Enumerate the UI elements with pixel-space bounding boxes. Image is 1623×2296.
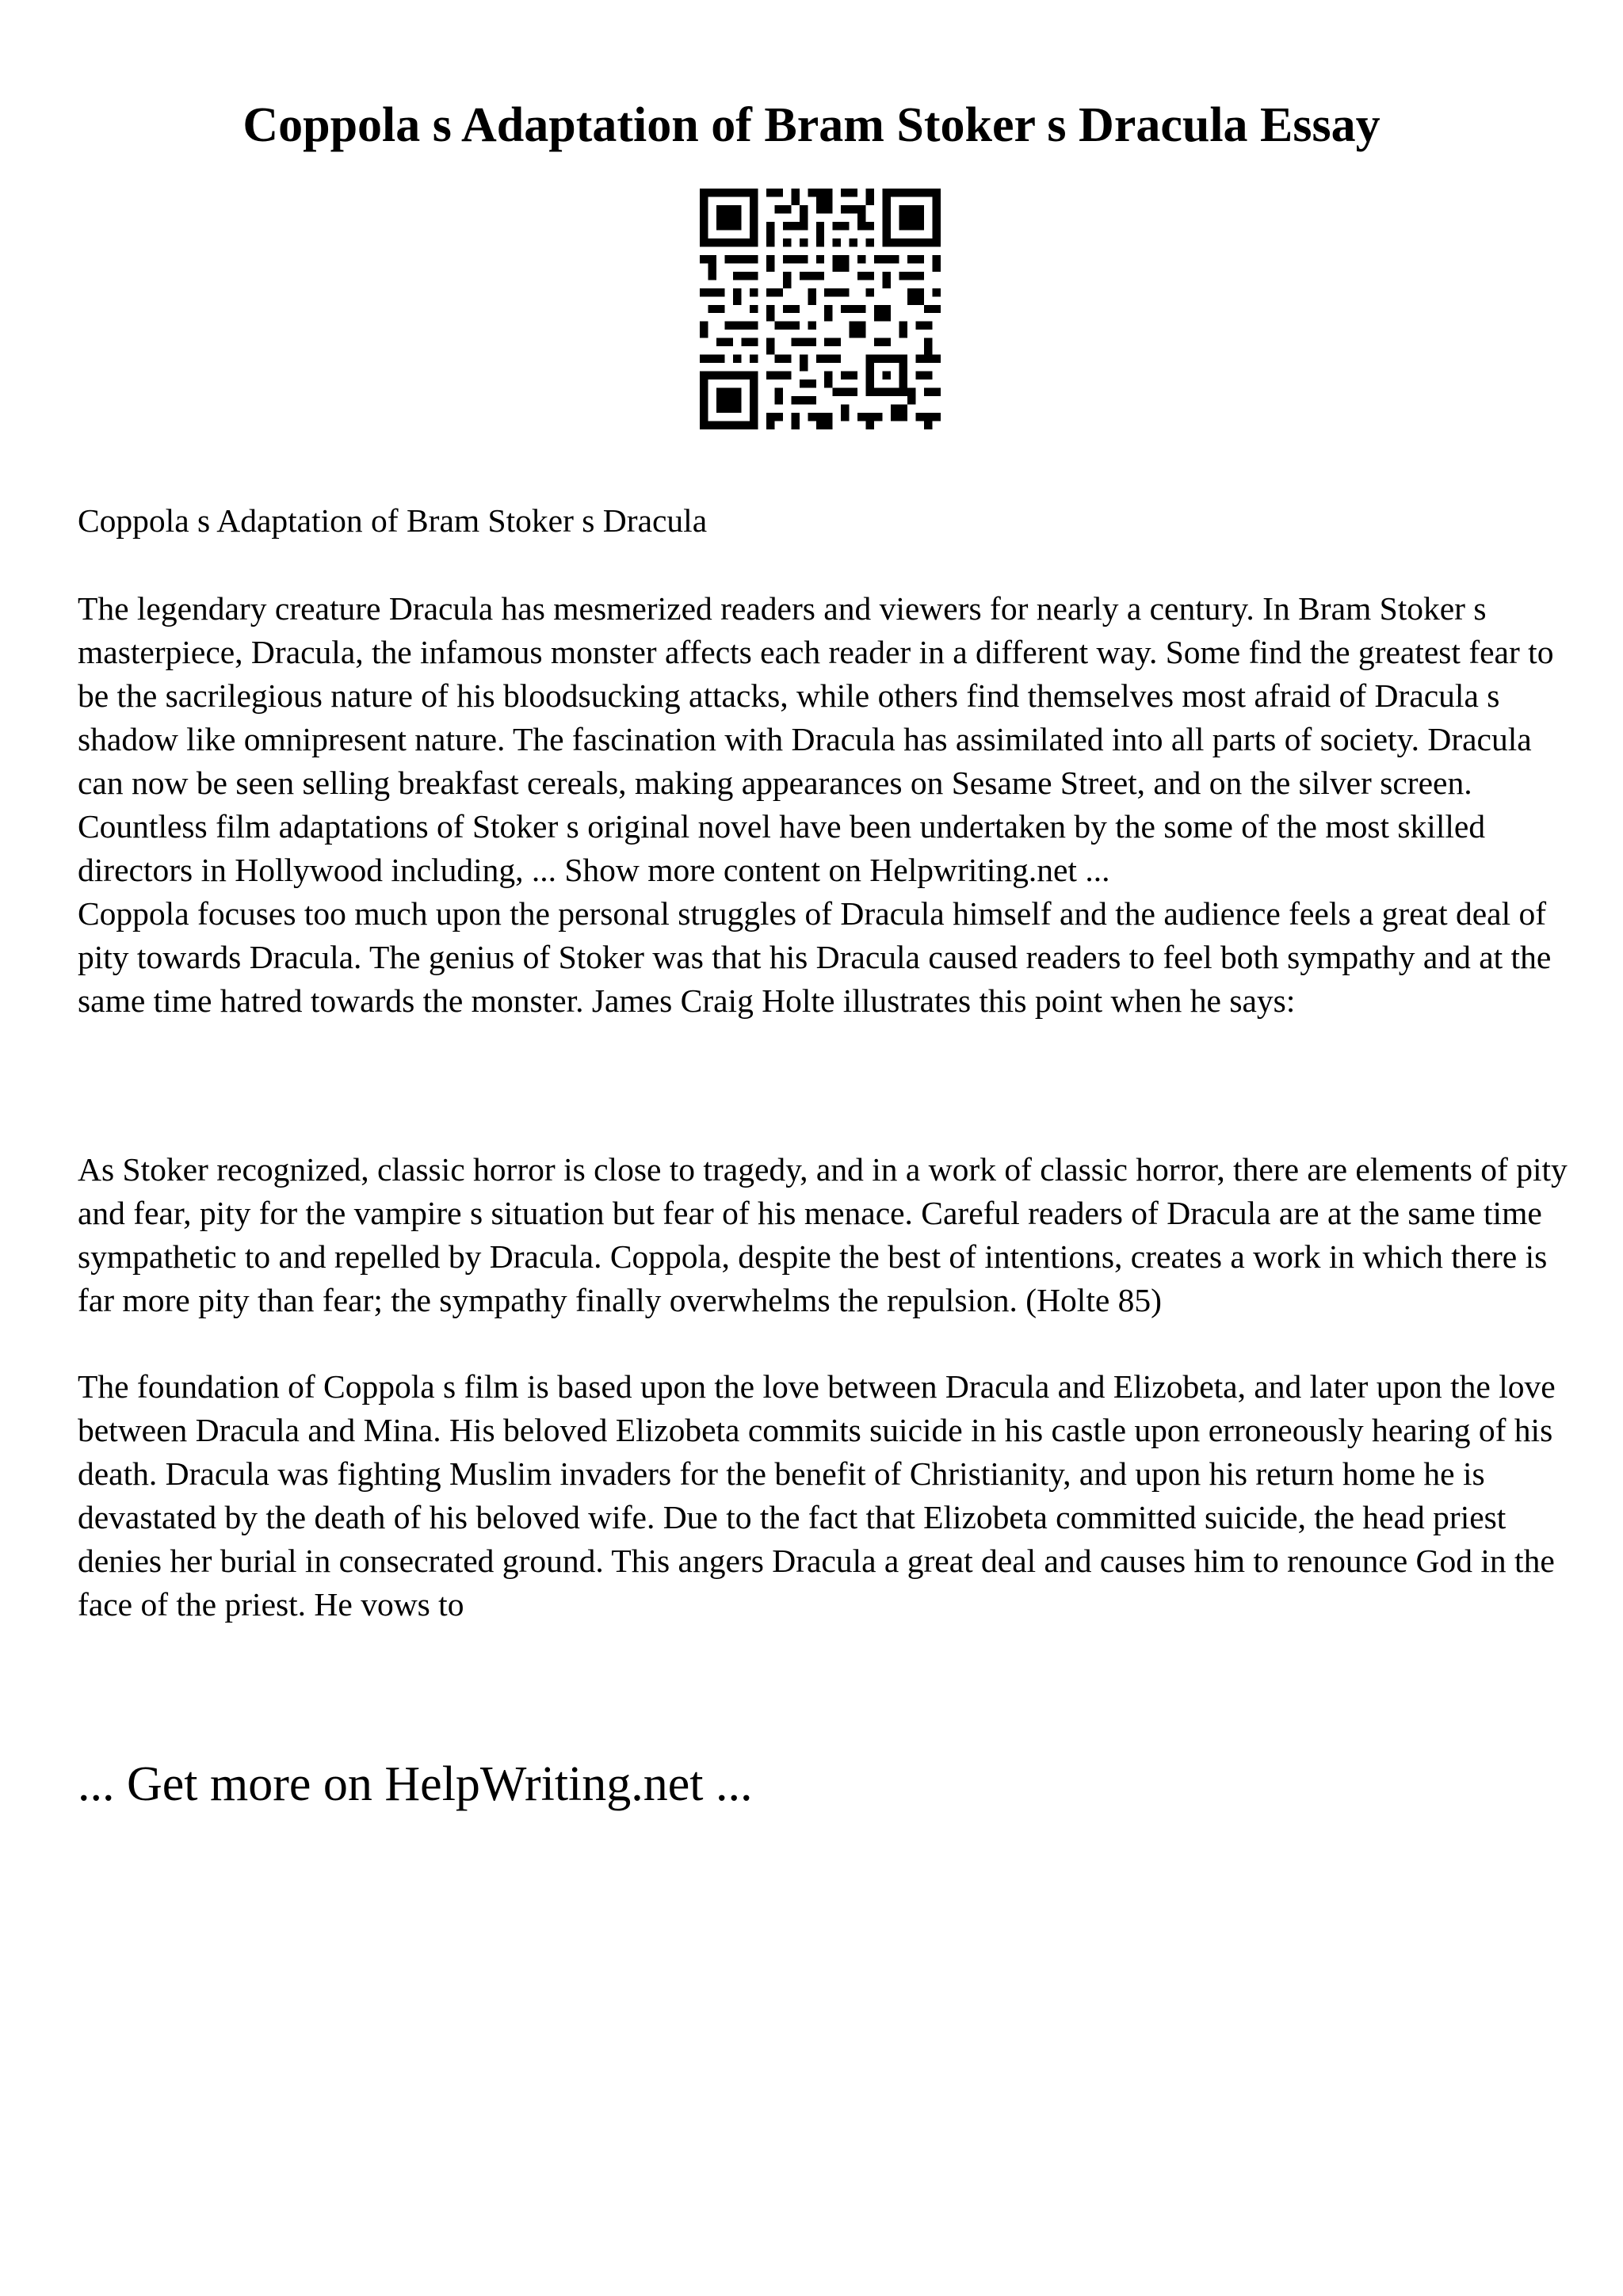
document-title: Coppola s Adaptation of Bram Stoker s Dracula Essay	[242, 98, 1381, 152]
paragraph: Coppola focuses too much upon the personal struggles of Dracula himself and the audience feels a great deal of pity towards Dracula. The genius of Stoker was that his Dracula caused readers to feel both sympathy and at the same time hatred towards the monster. James Craig Holte illustrates this point when he says:	[78, 895, 1552, 1019]
block-quote: As Stoker recognized, classic horror is close to tragedy, and in a work of classic horror, there are elements of pity and fear, pity for the vampire s situation but fear of his menace. Careful readers of Dracula are at the same time sympathetic to and repelled by Dracula. Coppola, despite the best of intentions, creates a work in which there is far more pity than fear; the sympathy finally overwhelms the repulsion. (Holte 85)	[78, 1151, 1568, 1318]
paragraph: The legendary creature Dracula has mesmerized readers and viewers for nearly a century. In Bram Stoker s masterpiece, Dracula, the infamous monster affects each reader in a different way. Some find the greatest fear to be the sacrilegious nature of his bloodsucking attacks, while others find themselves most afraid of Dracula s shadow like omnipresent nature. The fascination with Dracula has assimilated into all parts of society. Dracula can now be seen selling breakfast cereals, making appearances on Sesame Street, and on the silver screen. Countless film adaptations of Stoker s original novel have been undertaken by the some of the most skilled directors in Hollywood including, ... Show more content on Helpwriting.net ...	[78, 590, 1554, 888]
document-subheading: Coppola s Adaptation of Bram Stoker s Dracula	[78, 502, 708, 539]
paragraph: The foundation of Coppola s film is based upon the love between Dracula and Elizobeta, and later upon the love between Dracula and Mina. His beloved Elizobeta commits suicide in his castle upon erroneously hearing of his death. Dracula was fighting Muslim invaders for the benefit of Christianity, and upon his return home he is devastated by the death of his beloved wife. Due to the fact that Elizobeta committed suicide, the head priest denies her burial in consecrated ground. This angers Dracula a great deal and causes him to renounce God in the face of the priest. He vows to	[78, 1368, 1556, 1623]
get-more-link[interactable]: ... Get more on HelpWriting.net ...	[78, 1757, 753, 1811]
qr-code-icon[interactable]	[700, 189, 941, 429]
